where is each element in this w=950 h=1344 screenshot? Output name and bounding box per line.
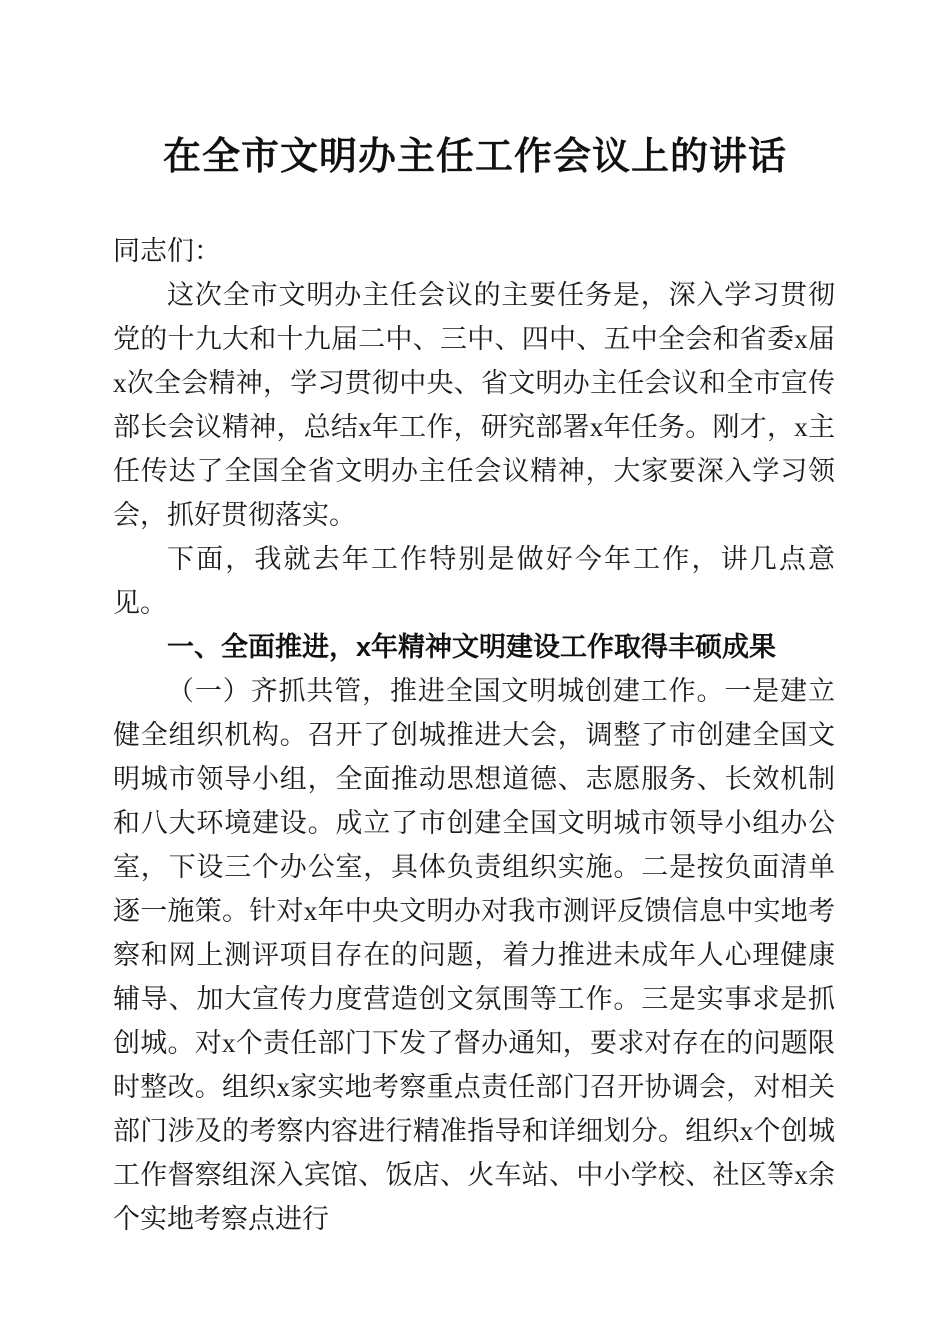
document-body: [0, 229, 950, 1241]
salutation-paragraph: 同志们：: [113, 236, 221, 267]
section-heading: 一、全面推进，x年精神文明建设工作取得丰硕成果: [167, 632, 777, 663]
document-title: 在全市文明办主任工作会议上的讲话: [162, 136, 787, 178]
body-paragraph: 这次全市文明办主任会议的主要任务是，深入学习贯彻党的十九大和十九届二中、三中、四中、五中全会和省委x届x次全会精神，学习贯彻中央、省文明办主任会议和全市宣传部长会议精神，总结x年工作，研究部署x年任务。刚才，x主任传达了全国全省文明办主任会议精神，大家要深入学习领会，抓好贯彻落实。: [113, 280, 835, 531]
body-paragraph: （一）齐抓共管，推进全国文明城创建工作。一是建立健全组织机构。召开了创城推进大会，调整了市创建全国文明城市领导小组，全面推动思想道德、志愿服务、长效机制和八大环境建设。成立了市创建全国文明城市领导小组办公室，下设三个办公室，具体负责组织实施。二是按负面清单逐一施策。针对x年中央文明办对我市测评反馈信息中实地考察和网上测评项目存在的问题，着力推进未成年人心理健康辅导、加大宣传力度营造创文氛围等工作。三是实事求是抓创城。对x个责任部门下发了督办通知，要求对存在的问题限时整改。组织x家实地考察重点责任部门召开协调会，对相关部门涉及的考察内容进行精准指导和详细划分。组织x个创城工作督察组深入宾馆、饭店、火车站、中小学校、社区等x余个实地考察点进行: [113, 676, 835, 1235]
body-paragraph: 下面，我就去年工作特别是做好今年工作，讲几点意见。: [113, 544, 835, 619]
